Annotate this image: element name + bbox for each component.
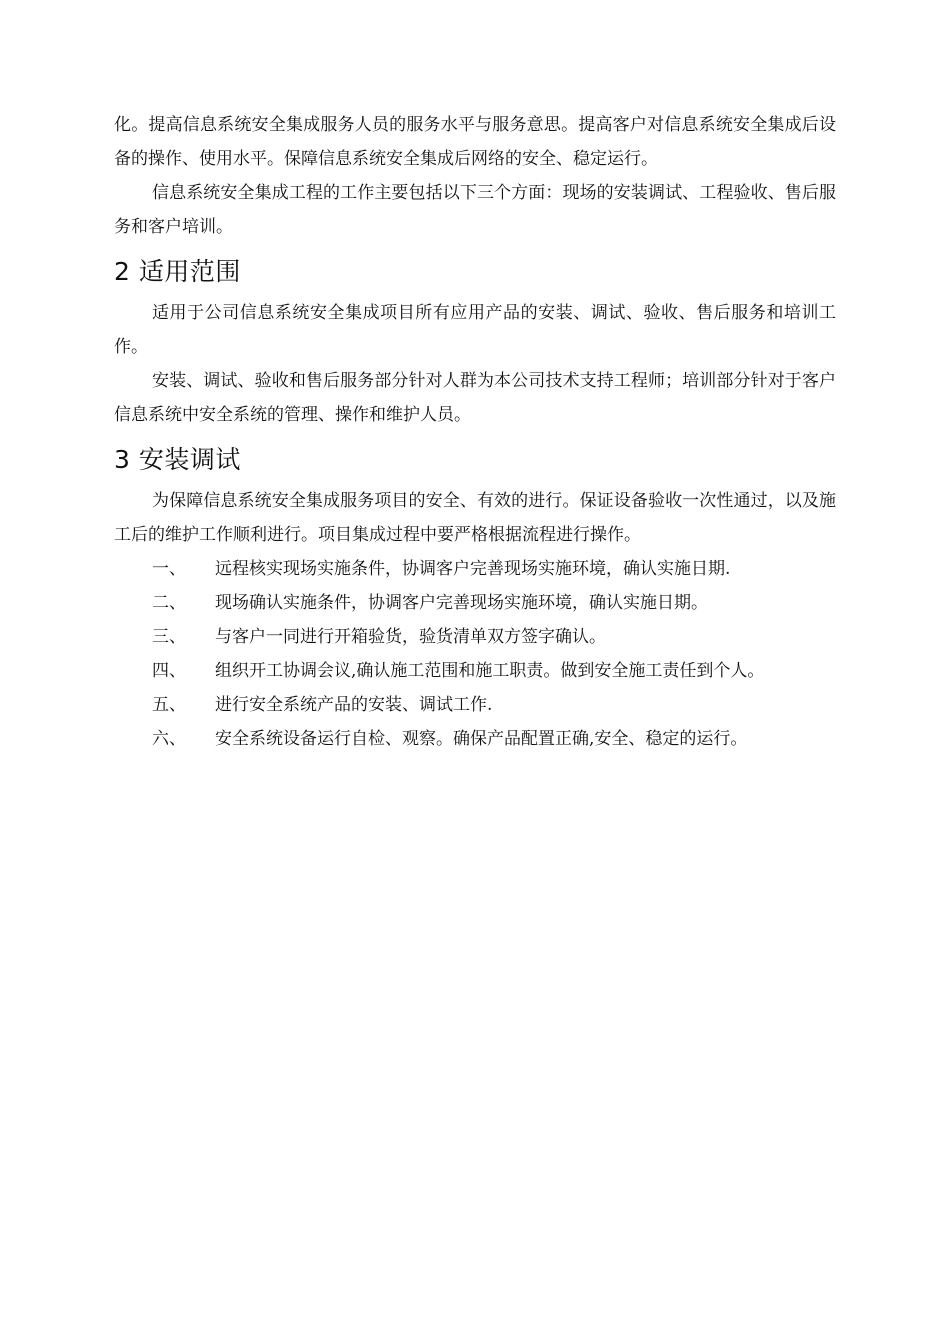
list-item bbox=[114, 688, 836, 722]
list-item bbox=[114, 620, 836, 654]
list-text: 与客户一同进行开箱验货，验货清单双方签字确认。 bbox=[215, 627, 606, 647]
list-text: 安全系统设备运行自检、观察。确保产品配置正确,安全、稳定的运行。 bbox=[215, 729, 748, 749]
section-2-paragraph-1: 适用于公司信息系统安全集成项目所有应用产品的安装、调试、验收、售后服务和培训工作。 bbox=[114, 303, 836, 357]
list-text: 组织开工协调会议,确认施工范围和施工职责。做到安全施工责任到个人。 bbox=[215, 661, 765, 681]
list-marker: 四、 bbox=[152, 661, 186, 681]
list-item bbox=[114, 722, 836, 756]
list-marker: 一、 bbox=[152, 559, 186, 579]
list-item bbox=[114, 552, 836, 586]
procedure-list bbox=[114, 552, 836, 756]
list-item bbox=[114, 654, 836, 688]
list-marker: 五、 bbox=[152, 695, 186, 715]
section-3-heading: 3 安装调试 bbox=[114, 445, 241, 474]
document-page bbox=[114, 108, 836, 756]
list-text: 现场确认实施条件，协调客户完善现场实施环境，确认实施日期。 bbox=[215, 593, 708, 613]
section-3-paragraph-1: 为保障信息系统安全集成服务项目的安全、有效的进行。保证设备验收一次性通过，以及施工后的维护工作顺利进行。项目集成过程中要严格根据流程进行操作。 bbox=[114, 491, 836, 545]
intro-paragraph-1: 化。提高信息系统安全集成服务人员的服务水平与服务意思。提高客户对信息系统安全集成后设备的操作、使用水平。保障信息系统安全集成后网络的安全、稳定运行。 bbox=[114, 115, 836, 169]
list-item bbox=[114, 586, 836, 620]
list-marker: 三、 bbox=[152, 627, 186, 647]
list-marker: 六、 bbox=[152, 729, 186, 749]
section-2-heading: 2 适用范围 bbox=[114, 257, 241, 286]
intro-paragraph-2: 信息系统安全集成工程的工作主要包括以下三个方面：现场的安装调试、工程验收、售后服务和客户培训。 bbox=[114, 183, 836, 237]
list-text: 远程核实现场实施条件，协调客户完善现场实施环境，确认实施日期. bbox=[215, 559, 731, 579]
list-marker: 二、 bbox=[152, 593, 186, 613]
section-2-paragraph-2: 安装、调试、验收和售后服务部分针对人群为本公司技术支持工程师；培训部分针对于客户信息系统中安全系统的管理、操作和维护人员。 bbox=[114, 371, 836, 425]
list-text: 进行安全系统产品的安装、调试工作. bbox=[215, 695, 493, 715]
